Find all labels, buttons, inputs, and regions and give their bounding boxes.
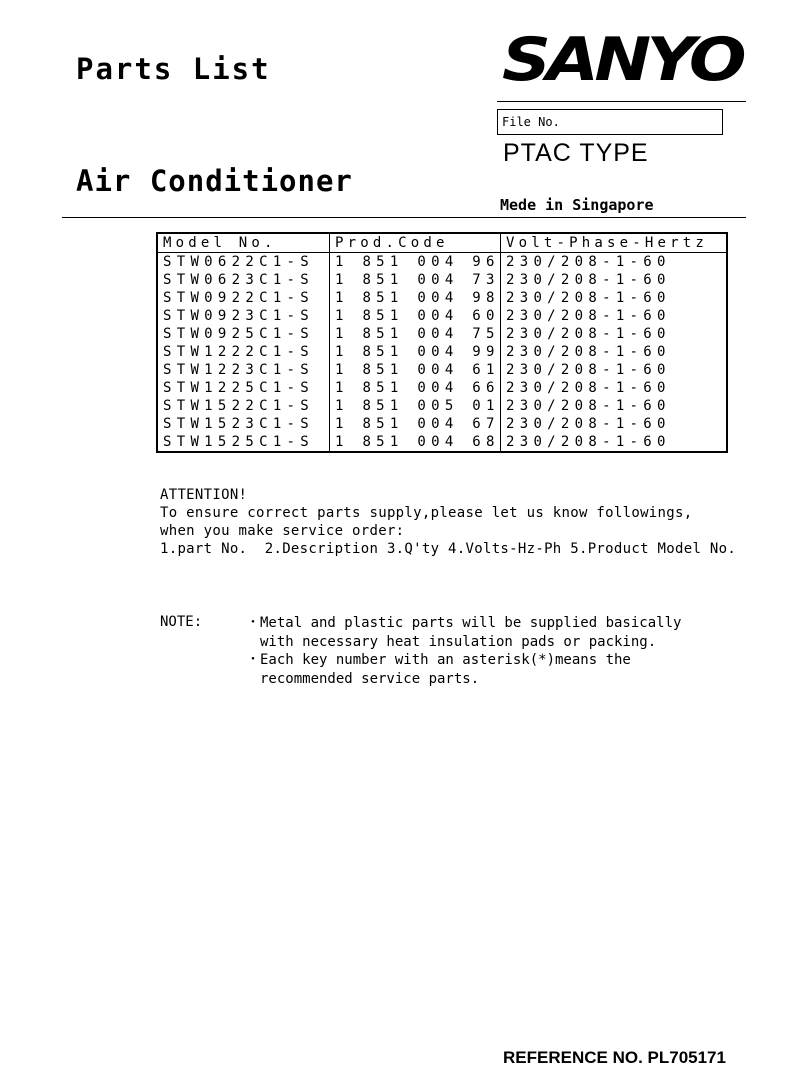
attention-heading: ATTENTION! [160,487,248,503]
table-row [157,433,727,452]
cell-model: STW0623C1-S [157,271,330,289]
note-label: NOTE: [160,614,203,630]
table-row [157,397,727,415]
cell-model: STW0922C1-S [157,289,330,307]
table-header-row [157,233,727,253]
cell-prod-code: 1 851 004 96 [330,253,501,272]
cell-model: STW0622C1-S [157,253,330,272]
cell-prod-code: 1 851 004 75 [330,325,501,343]
table-row [157,379,727,397]
column-header-vph: Volt-Phase-Hertz [501,233,728,253]
attention-line: when you make service order: [160,523,405,539]
note-item: ・Each key number with an asterisk(*)means the recommended service parts. [246,652,631,687]
cell-vph: 230/208-1-60 [506,416,671,432]
cell-vph: 230/208-1-60 [506,290,671,306]
cell-prod-code: 1 851 004 67 [330,415,501,433]
cell-vph: 230/208-1-60 [506,434,671,450]
note-list [246,614,720,688]
cell-vph: 230/208-1-60 [506,362,671,378]
cell-prod-code: 1 851 005 01 [330,397,501,415]
header-rule [497,101,746,102]
cell-prod-code: 1 851 004 60 [330,307,501,325]
column-header-prod-code: Prod.Code [330,233,501,253]
cell-model: STW0925C1-S [157,325,330,343]
table-row [157,343,727,361]
file-no-box [497,109,723,135]
cell-model: STW1222C1-S [157,343,330,361]
reference-number: REFERENCE NO. PL705171 [503,1048,726,1067]
cell-model: STW1225C1-S [157,379,330,397]
attention-block [160,486,736,558]
origin-text: Mede in Singapore [500,196,654,214]
table-row [157,325,727,343]
column-header-model: Model No. [157,233,330,253]
cell-model: STW1523C1-S [157,415,330,433]
note-item: ・Metal and plastic parts will be supplied basically with necessary heat insulation pads or packing. [246,615,682,650]
attention-line: To ensure correct parts supply,please let us know followings, [160,505,693,521]
cell-vph: 230/208-1-60 [506,380,671,396]
section-divider [62,217,746,218]
product-category: Air Conditioner [76,164,353,198]
table-row [157,253,727,272]
table-row [157,415,727,433]
cell-model: STW1525C1-S [157,433,330,452]
sanyo-logo [500,22,745,92]
file-no-label: File No. [502,115,560,129]
cell-prod-code: 1 851 004 99 [330,343,501,361]
cell-prod-code: 1 851 004 61 [330,361,501,379]
cell-prod-code: 1 851 004 66 [330,379,501,397]
cell-vph: 230/208-1-60 [506,254,671,270]
product-type: PTAC TYPE [503,139,649,167]
cell-vph: 230/208-1-60 [506,308,671,324]
cell-prod-code: 1 851 004 98 [330,289,501,307]
cell-vph: 230/208-1-60 [506,344,671,360]
cell-model: STW1223C1-S [157,361,330,379]
page-title: Parts List [76,52,271,86]
table-row [157,361,727,379]
table-row [157,307,727,325]
cell-model: STW1522C1-S [157,397,330,415]
cell-vph: 230/208-1-60 [506,326,671,342]
cell-prod-code: 1 851 004 68 [330,433,501,452]
cell-vph: 230/208-1-60 [506,272,671,288]
table-row [157,271,727,289]
cell-prod-code: 1 851 004 73 [330,271,501,289]
attention-order-items: 1.part No. 2.Description 3.Q'ty 4.Volts-Hz-Ph 5.Product Model No. [160,541,737,557]
brand-text: SANYO [502,25,745,92]
cell-model: STW0923C1-S [157,307,330,325]
table-row [157,289,727,307]
model-table [156,232,728,453]
cell-vph: 230/208-1-60 [506,398,671,414]
